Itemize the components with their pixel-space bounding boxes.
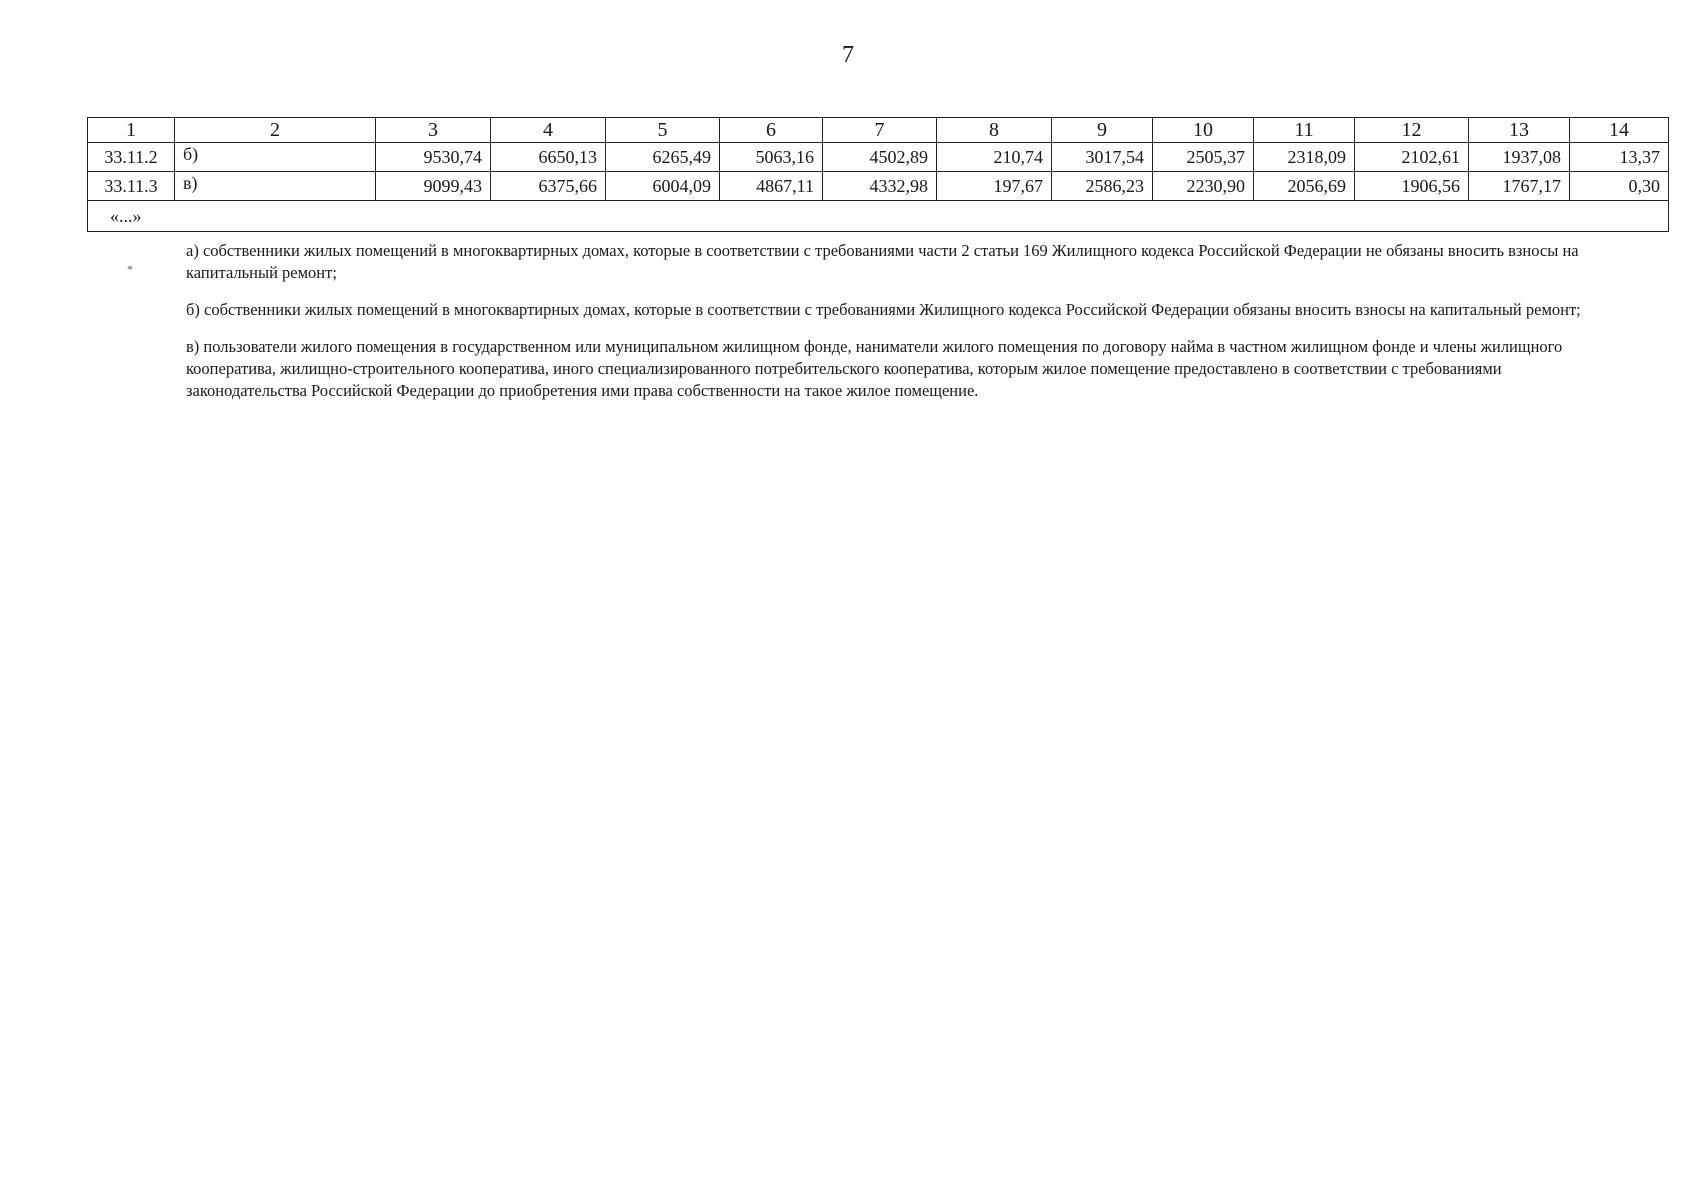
table-cell: 2102,61 [1355,143,1469,172]
table-cell: 6004,09 [606,172,720,201]
table-cell: 5063,16 [720,143,823,172]
table-cell: 210,74 [937,143,1052,172]
table-cell: 33.11.3 [88,172,175,201]
table-cell: 9099,43 [376,172,491,201]
table-cell: 197,67 [937,172,1052,201]
margin-mark: * [127,262,133,276]
table-cell: 6650,13 [491,143,606,172]
table-cell: 1767,17 [1469,172,1570,201]
table-cell: 9530,74 [376,143,491,172]
footnote-a: а) собственники жилых помещений в многоквартирных домах, которые в соответствии с требованиями части 2 статьи 169 Жилищного кодекса Российской Федерации не обязаны вносить взносы на капитальный ремонт; [186,241,1579,282]
footnote-c: в) пользователи жилого помещения в государственном или муниципальном жилищном фонде, наниматели жилого помещения по договору найма в частном жилищном фонде и члены жилищного кооператива, жилищно-строительного кооператива, иного специализированного потребительского кооператива, которым жилое помещение предоставлено в соответствии с требованиями законодательства Российской Федерации до приобретения ими права собственности на такое жилое помещение. [186,337,1563,400]
table-cell: 6265,49 [606,143,720,172]
table-cell: 2586,23 [1052,172,1153,201]
footnote-b: б) собственники жилых помещений в многоквартирных домах, которые в соответствии с требованиями Жилищного кодекса Российской Федерации обязаны вносить взносы на капитальный ремонт; [186,300,1581,319]
column-header: 12 [1355,118,1469,143]
table-cell: 4332,98 [823,172,937,201]
table-cell: в) [175,172,376,201]
column-header: 7 [823,118,937,143]
table-cell: б) [175,143,376,172]
table-row [88,143,1669,172]
column-header: 6 [720,118,823,143]
table-cell: 2318,09 [1254,143,1355,172]
column-header: 4 [491,118,606,143]
table-row [88,172,1669,201]
page-number: 7 [842,42,854,68]
column-header: 2 [175,118,376,143]
table-cell: 4867,11 [720,172,823,201]
column-header: 11 [1254,118,1355,143]
footnotes [186,240,1586,417]
rates-table [87,117,1669,232]
table-cell: 2230,90 [1153,172,1254,201]
column-header: 14 [1570,118,1669,143]
column-header: 5 [606,118,720,143]
table-cell: 4502,89 [823,143,937,172]
column-header: 1 [88,118,175,143]
table-ellipsis: «...» [88,201,1669,232]
column-header: 8 [937,118,1052,143]
column-header: 10 [1153,118,1254,143]
table-ellipsis-row [88,201,1669,232]
table-cell: 3017,54 [1052,143,1153,172]
column-header: 9 [1052,118,1153,143]
table-cell: 2505,37 [1153,143,1254,172]
column-header: 13 [1469,118,1570,143]
table-cell: 13,37 [1570,143,1669,172]
table-header-row [88,118,1669,143]
table-cell: 1906,56 [1355,172,1469,201]
table-cell: 6375,66 [491,172,606,201]
table-cell: 2056,69 [1254,172,1355,201]
column-header: 3 [376,118,491,143]
table-cell: 1937,08 [1469,143,1570,172]
table-cell: 0,30 [1570,172,1669,201]
table-cell: 33.11.2 [88,143,175,172]
